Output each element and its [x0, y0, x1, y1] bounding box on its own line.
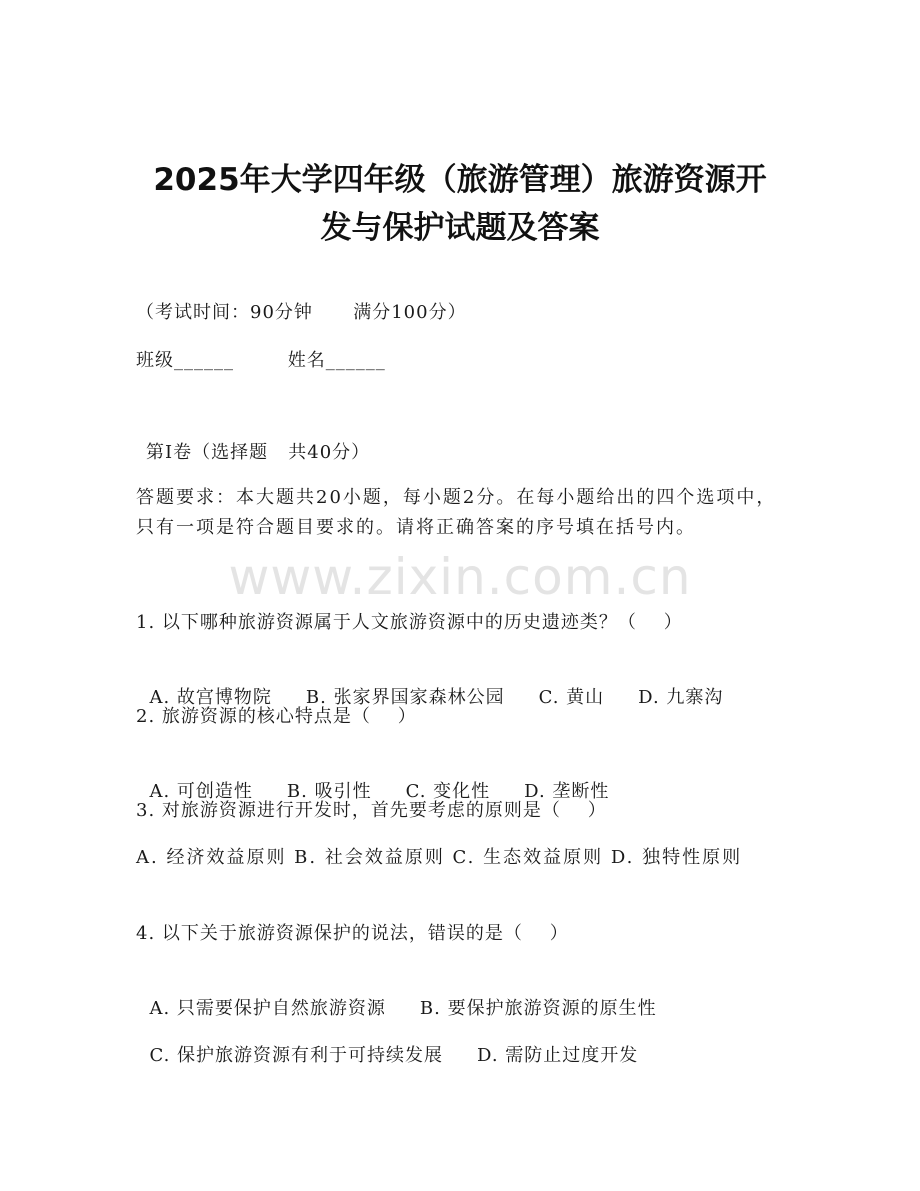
question-3-options: A. 经济效益原则 B. 社会效益原则 C. 生态效益原则 D. 独特性原则	[136, 847, 743, 868]
option-b: B. 张家界国家森林公园	[305, 687, 505, 708]
option-c: C. 保护旅游资源有利于可持续发展	[149, 1045, 444, 1066]
option-c: C. 黄山	[538, 687, 605, 708]
section-title: 第I卷（选择题 共40分）	[146, 442, 371, 463]
exam-info: （考试时间：90分钟 满分100分）	[136, 302, 467, 323]
question-3-stem: 3. 对旅游资源进行开发时，首先要考虑的原则是（ ）	[136, 800, 607, 821]
question-1-stem: 1. 以下哪种旅游资源属于人文旅游资源中的历史遗迹类？（ ）	[136, 612, 683, 633]
class-name-fields: 班级______ 姓名______	[136, 350, 386, 371]
question-2-stem: 2. 旅游资源的核心特点是（ ）	[136, 706, 417, 727]
option-a: A. 可创造性	[149, 781, 253, 802]
option-d: D. 需防止过度开发	[477, 1045, 639, 1066]
option-c: C. 变化性	[405, 781, 491, 802]
option-a: A. 故宫博物院	[149, 687, 272, 708]
option-b: B. 吸引性	[286, 781, 372, 802]
option-d: D. 垄断性	[524, 781, 610, 802]
option-d: D. 九寨沟	[638, 687, 724, 708]
option-b: B. 要保护旅游资源的原生性	[419, 998, 657, 1019]
instructions: 答题要求：本大题共20小题，每小题2分。在每小题给出的四个选项中，只有一项是符合题目要求的。请将正确答案的序号填在括号内。	[136, 487, 777, 538]
question-4-stem: 4. 以下关于旅游资源保护的说法，错误的是（ ）	[136, 923, 569, 944]
document-title-line-2: 发与保护试题及答案	[320, 210, 600, 246]
question-4-options-row-2	[136, 1014, 796, 1070]
option-a: A. 只需要保护自然旅游资源	[149, 998, 386, 1019]
document-title-line-1: 2025年大学四年级（旅游管理）旅游资源开	[153, 162, 767, 198]
watermark: www.zixin.com.cn	[228, 548, 692, 606]
